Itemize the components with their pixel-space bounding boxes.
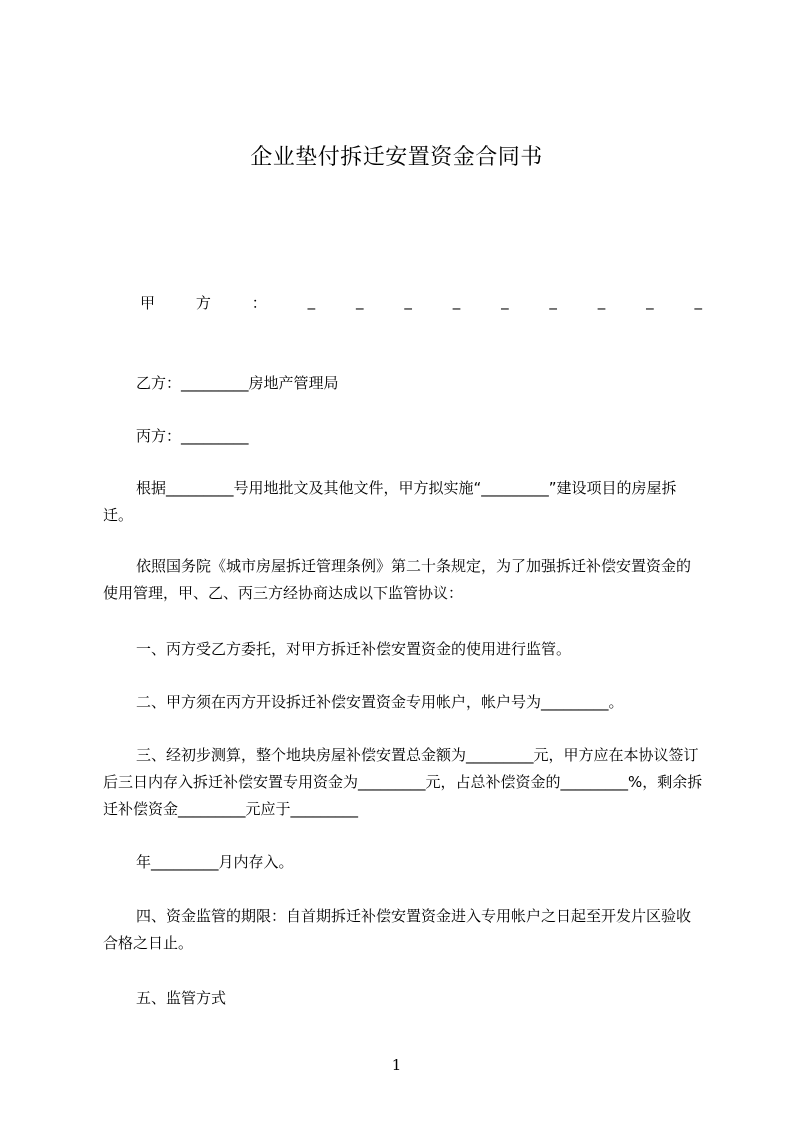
- party-a-char: ：: [251, 294, 267, 312]
- party-a-char: 甲: [140, 294, 156, 312]
- clause-5-heading: 五、监管方式: [136, 989, 227, 1007]
- clause-4: 四、资金监管的期限：自首期拆迁补偿安置资金进入专用帐户之日起至开发片区验收合格之日止。: [103, 907, 692, 952]
- party-a-line: [140, 292, 702, 313]
- party-a-char: 方: [195, 294, 211, 312]
- party-a-blank: _: [404, 292, 412, 310]
- party-a-blank: _: [646, 292, 654, 310]
- party-a-blank: _: [694, 292, 702, 310]
- preamble-paragraph-2: 依照国务院《城市房屋拆迁管理条例》第二十条规定，为了加强拆迁补偿安置资金的使用管理，甲、乙、丙三方经协商达成以下监管协议：: [103, 557, 692, 602]
- party-b-line: 乙方：_________房地产管理局: [136, 374, 339, 392]
- party-a-blank: _: [307, 292, 316, 310]
- preamble-paragraph-1: 根据_________号用地批文及其他文件，甲方拟实施“_________”建设项目的房屋拆迁。: [103, 479, 677, 524]
- clause-1: 一、丙方受乙方委托，对甲方拆迁补偿安置资金的使用进行监管。: [136, 640, 572, 658]
- page-number: 1: [391, 1056, 402, 1074]
- clause-3-continuation: 年_________月内存入。: [136, 853, 294, 871]
- party-c-line: 丙方：_________: [136, 427, 249, 445]
- party-a-blank: _: [549, 292, 557, 310]
- party-a-blank: _: [452, 292, 461, 310]
- document-title: 企业垫付拆迁安置资金合同书: [250, 145, 543, 170]
- clause-2: 二、甲方须在丙方开设拆迁补偿安置资金专用帐户，帐户号为_________。: [136, 693, 624, 711]
- clause-3: 三、经初步测算，整个地块房屋补偿安置总金额为_________元，甲方应在本协议签订后三日内存入拆迁补偿安置专用资金为_________元，占总补偿资金的_________%，剩余拆迁补偿资金_________元应于_________: [103, 746, 703, 818]
- party-a-blank: _: [501, 292, 509, 310]
- party-a-blank: _: [355, 292, 364, 310]
- party-a-blank: _: [597, 292, 606, 310]
